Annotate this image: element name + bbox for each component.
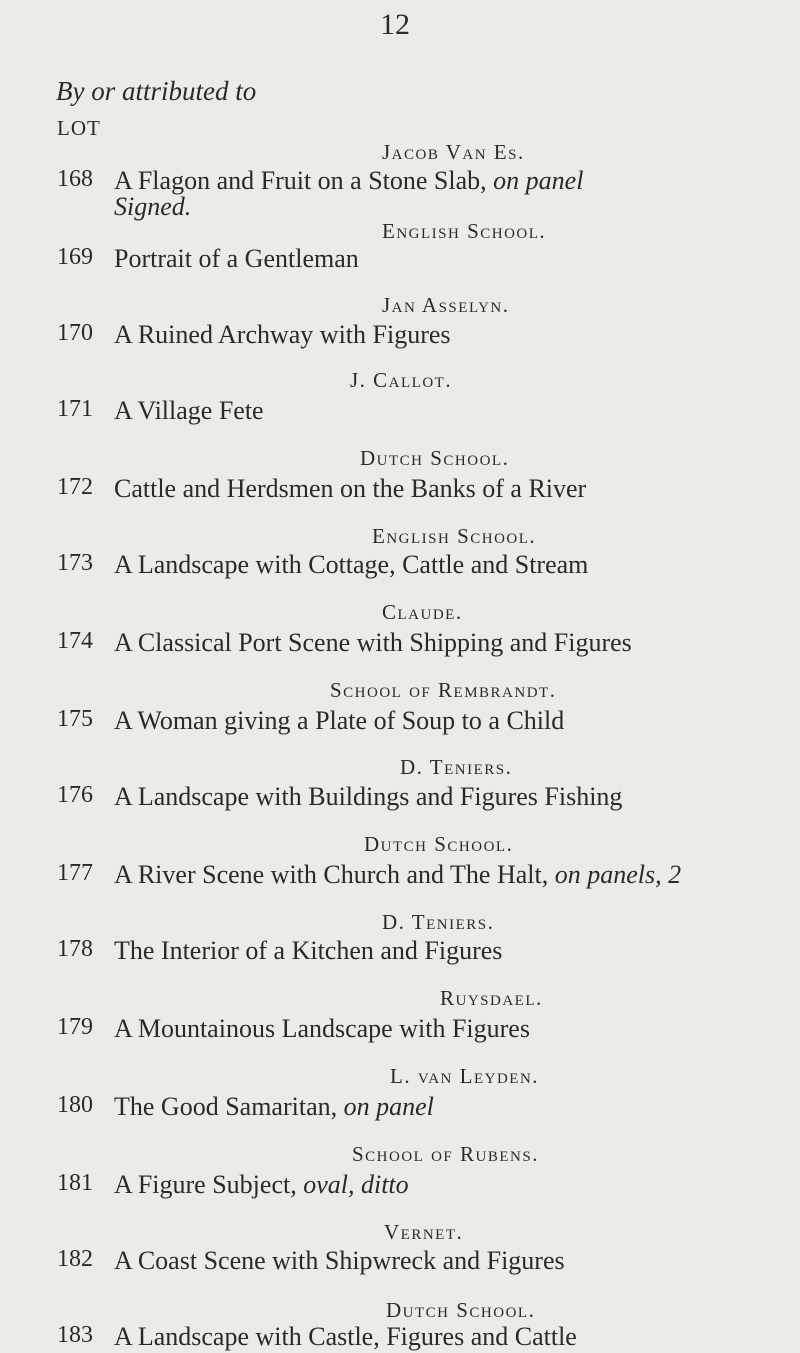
page-number: 12 xyxy=(380,8,410,41)
lot-number: 182 xyxy=(57,1246,93,1272)
lot-title: Portrait of a Gentleman xyxy=(114,244,359,273)
lot-number: 172 xyxy=(57,474,93,500)
attribution: English School. xyxy=(382,219,547,243)
attribution: School of Rembrandt. xyxy=(330,678,557,702)
attribution: Ruysdael. xyxy=(440,986,543,1010)
lot-number: 168 xyxy=(57,166,93,192)
attribution: Dutch School. xyxy=(360,446,510,470)
lot-number: 181 xyxy=(57,1170,93,1196)
attribution: D. Teniers. xyxy=(400,755,513,779)
attribution: Jacob Van Es. xyxy=(382,140,525,164)
lot-title: A Figure Subject, oval, ditto xyxy=(114,1170,409,1199)
attribution: School of Rubens. xyxy=(352,1142,539,1166)
lot-title: A Woman giving a Plate of Soup to a Child xyxy=(114,706,565,735)
lot-note: Signed. xyxy=(114,192,192,221)
attribution: L. van Leyden. xyxy=(390,1064,540,1088)
page-header: By or attributed to xyxy=(56,76,257,106)
attribution: Dutch School. xyxy=(386,1298,536,1322)
lot-number: 180 xyxy=(57,1092,93,1118)
lot-number: 175 xyxy=(57,706,93,732)
lot-number: 183 xyxy=(57,1322,93,1348)
attribution: J. Callot. xyxy=(350,368,453,392)
lot-number: 171 xyxy=(57,396,93,422)
lot-number: 169 xyxy=(57,244,93,270)
attribution: Vernet. xyxy=(384,1220,464,1244)
lot-title: A Coast Scene with Shipwreck and Figures xyxy=(114,1246,565,1275)
lot-title: A Landscape with Buildings and Figures Fishing xyxy=(114,782,623,811)
lot-number: 173 xyxy=(57,550,93,576)
lot-title: Cattle and Herdsmen on the Banks of a River xyxy=(114,474,587,503)
lot-title: A Landscape with Cottage, Cattle and Stream xyxy=(114,550,589,579)
attribution: Claude. xyxy=(382,600,463,624)
lot-title: A Landscape with Castle, Figures and Cattle xyxy=(114,1322,577,1351)
lot-number: 176 xyxy=(57,782,93,808)
lot-title: A Village Fete xyxy=(114,396,264,425)
lot-number: 174 xyxy=(57,628,93,654)
attribution: Dutch School. xyxy=(364,832,514,856)
lot-title: A River Scene with Church and The Halt, on panels, 2 xyxy=(114,860,682,889)
lot-number: 179 xyxy=(57,1014,93,1040)
lot-title: The Good Samaritan, on panel xyxy=(114,1092,434,1121)
lot-title: A Mountainous Landscape with Figures xyxy=(114,1014,530,1043)
lot-title: A Flagon and Fruit on a Stone Slab, on panel xyxy=(114,166,584,195)
attribution: English School. xyxy=(372,524,537,548)
lot-number: 170 xyxy=(57,320,93,346)
lot-title: A Ruined Archway with Figures xyxy=(114,320,451,349)
lot-number: 178 xyxy=(57,936,93,962)
attribution: D. Teniers. xyxy=(382,910,495,934)
lot-number: 177 xyxy=(57,860,93,886)
lot-title: A Classical Port Scene with Shipping and Figures xyxy=(114,628,632,657)
lot-column-label: LOT xyxy=(57,116,101,140)
attribution: Jan Asselyn. xyxy=(382,293,510,317)
lot-title: The Interior of a Kitchen and Figures xyxy=(114,936,503,965)
